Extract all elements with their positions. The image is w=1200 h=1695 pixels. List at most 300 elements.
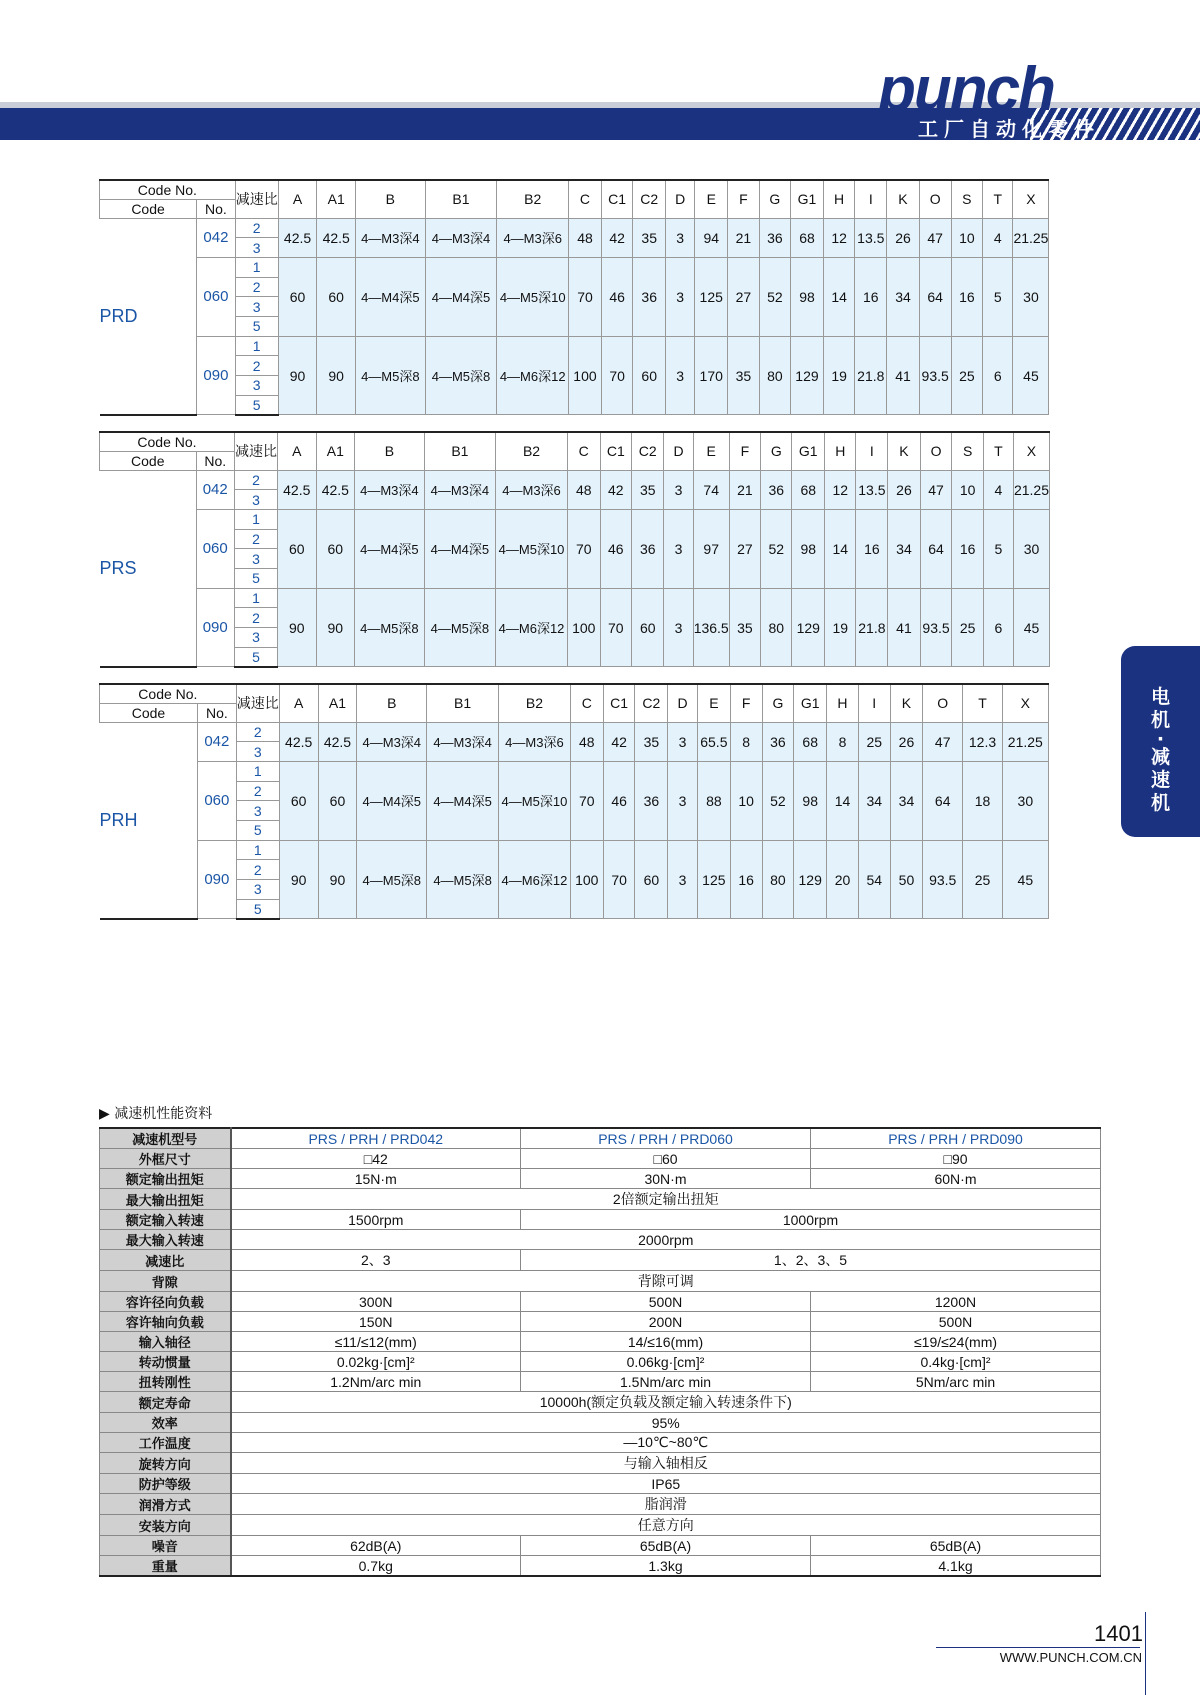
dimension-value: 35 bbox=[632, 470, 664, 509]
perf-value: 65dB(A) bbox=[811, 1536, 1101, 1556]
perf-value: 0.06kg·[cm]² bbox=[521, 1352, 811, 1372]
dimension-value: 94 bbox=[695, 218, 728, 257]
ratio-value: 3 bbox=[234, 490, 277, 510]
size-code: 090 bbox=[196, 588, 234, 667]
perf-value: 15N·m bbox=[231, 1169, 521, 1189]
perf-label: 噪音 bbox=[100, 1536, 231, 1556]
dimension-value: 90 bbox=[279, 840, 318, 919]
column-header: K bbox=[890, 684, 923, 722]
dimension-value: 90 bbox=[278, 336, 317, 415]
dimension-value: 80 bbox=[761, 588, 792, 667]
dimension-value: 46 bbox=[601, 257, 633, 336]
column-header: A1 bbox=[318, 684, 357, 722]
dimension-value: 97 bbox=[693, 509, 729, 588]
dimension-value: 125 bbox=[695, 257, 728, 336]
dimension-value: 25 bbox=[963, 840, 1003, 919]
dimension-value: 21.25 bbox=[1002, 722, 1048, 761]
column-header: B1 bbox=[425, 180, 497, 218]
dimension-value: 47 bbox=[919, 218, 951, 257]
code-header: Code bbox=[100, 451, 197, 470]
dimension-value: 64 bbox=[919, 257, 951, 336]
perf-row bbox=[100, 1352, 1101, 1372]
table-row bbox=[100, 761, 1101, 781]
dimension-value: 4—M3深4 bbox=[356, 218, 426, 257]
perf-value: 2000rpm bbox=[231, 1230, 1101, 1250]
perf-value: ≤11/≤12(mm) bbox=[231, 1332, 521, 1352]
column-header: B bbox=[355, 432, 425, 470]
column-header: D bbox=[664, 432, 693, 470]
perf-label: 额定输出扭矩 bbox=[100, 1169, 231, 1189]
dimension-value: 26 bbox=[888, 470, 920, 509]
code-no-header: Code No. bbox=[100, 180, 236, 199]
perf-value: □90 bbox=[811, 1149, 1101, 1169]
dimension-value: 42.5 bbox=[317, 218, 356, 257]
dimension-value: 4—M4深5 bbox=[355, 509, 425, 588]
column-header: F bbox=[728, 180, 760, 218]
perf-label: 最大输出扭矩 bbox=[100, 1189, 231, 1210]
dimension-value: 3 bbox=[665, 218, 694, 257]
dimension-value: 10 bbox=[951, 218, 983, 257]
perf-value: 4.1kg bbox=[811, 1556, 1101, 1577]
dimension-value: 52 bbox=[761, 509, 792, 588]
column-header: F bbox=[730, 684, 762, 722]
dimension-value: 42 bbox=[603, 722, 635, 761]
column-header: C2 bbox=[633, 180, 666, 218]
dimension-value: 36 bbox=[635, 761, 668, 840]
dimension-value: 19 bbox=[823, 336, 855, 415]
dimension-value: 98 bbox=[794, 761, 827, 840]
dimension-value: 74 bbox=[693, 470, 729, 509]
dimension-value: 27 bbox=[729, 509, 760, 588]
perf-label: 输入轴径 bbox=[100, 1332, 231, 1352]
column-header: S bbox=[952, 432, 983, 470]
ratio-value: 5 bbox=[236, 899, 279, 919]
dimension-value: 41 bbox=[888, 588, 920, 667]
size-code: 090 bbox=[197, 840, 236, 919]
column-header: G1 bbox=[794, 684, 827, 722]
perf-value: 14/≤16(mm) bbox=[521, 1332, 811, 1352]
ratio-value: 3 bbox=[236, 880, 279, 900]
dimension-value: 129 bbox=[791, 336, 824, 415]
perf-value: 30N·m bbox=[521, 1169, 811, 1189]
ratio-header: 减速比 bbox=[236, 684, 279, 722]
dimension-value: 42 bbox=[600, 470, 631, 509]
perf-label: 重量 bbox=[100, 1556, 231, 1577]
dimension-value: 65.5 bbox=[697, 722, 730, 761]
dimension-value: 4 bbox=[983, 470, 1013, 509]
perf-value: 1、2、3、5 bbox=[521, 1250, 1101, 1271]
prh-dimension-table bbox=[99, 683, 1101, 920]
perf-row bbox=[100, 1494, 1101, 1515]
dimension-value: 13.5 bbox=[856, 470, 888, 509]
ratio-value: 2 bbox=[236, 722, 279, 742]
dimension-value: 4—M3深6 bbox=[497, 218, 569, 257]
dimension-value: 3 bbox=[664, 588, 693, 667]
dimension-value: 36 bbox=[632, 509, 664, 588]
dimension-value: 98 bbox=[791, 257, 824, 336]
header-row bbox=[100, 180, 1101, 199]
dimension-value: 10 bbox=[730, 761, 762, 840]
perf-value: 65dB(A) bbox=[521, 1536, 811, 1556]
column-header: C1 bbox=[603, 684, 635, 722]
dimension-value: 35 bbox=[635, 722, 668, 761]
column-header: T bbox=[983, 180, 1013, 218]
ratio-value: 2 bbox=[236, 860, 279, 880]
perf-row bbox=[100, 1392, 1101, 1413]
ratio-value: 3 bbox=[234, 628, 277, 648]
ratio-value: 1 bbox=[236, 840, 279, 860]
dimension-value: 129 bbox=[792, 588, 825, 667]
column-header: B bbox=[356, 180, 426, 218]
dimension-value: 70 bbox=[570, 761, 603, 840]
column-header: G bbox=[759, 180, 791, 218]
table-row bbox=[100, 722, 1101, 742]
dimension-value: 47 bbox=[923, 722, 963, 761]
perf-value: 0.4kg·[cm]² bbox=[811, 1352, 1101, 1372]
size-code: 060 bbox=[197, 761, 236, 840]
perf-row bbox=[100, 1453, 1101, 1474]
dimension-value: 21.8 bbox=[855, 336, 887, 415]
ratio-value: 2 bbox=[235, 356, 278, 376]
column-header: S bbox=[951, 180, 983, 218]
perf-value: 2倍额定输出扭矩 bbox=[231, 1189, 1101, 1210]
ratio-value: 3 bbox=[235, 238, 278, 258]
perf-label: 背隙 bbox=[100, 1271, 231, 1292]
ratio-value: 2 bbox=[235, 277, 278, 297]
code-header: Code bbox=[100, 703, 198, 722]
dimension-value: 70 bbox=[603, 840, 635, 919]
column-header: C bbox=[570, 684, 603, 722]
perf-label: 外框尺寸 bbox=[100, 1149, 231, 1169]
dimension-value: 3 bbox=[664, 509, 693, 588]
perf-label: 安装方向 bbox=[100, 1515, 231, 1536]
table-row bbox=[100, 509, 1101, 529]
dimension-value: 60 bbox=[279, 761, 318, 840]
perf-label: 转动惯量 bbox=[100, 1352, 231, 1372]
ratio-value: 2 bbox=[234, 470, 277, 490]
perf-value: PRS / PRH / PRD060 bbox=[521, 1128, 811, 1149]
dimension-value: 4—M5深8 bbox=[357, 840, 427, 919]
dimension-value: 3 bbox=[665, 257, 694, 336]
perf-value: □42 bbox=[231, 1149, 521, 1169]
dimension-value: 25 bbox=[858, 722, 890, 761]
dimension-value: 21 bbox=[728, 218, 760, 257]
dimension-value: 4—M4深5 bbox=[425, 257, 497, 336]
perf-row bbox=[100, 1372, 1101, 1392]
model-code: PRD bbox=[100, 218, 197, 415]
column-header: A bbox=[279, 684, 318, 722]
dimension-value: 34 bbox=[887, 257, 919, 336]
column-header: D bbox=[665, 180, 694, 218]
footer-vline bbox=[1145, 1612, 1146, 1695]
dimension-value: 70 bbox=[569, 257, 602, 336]
dimension-value: 3 bbox=[665, 336, 694, 415]
perf-row bbox=[100, 1556, 1101, 1577]
dimension-value: 21.25 bbox=[1013, 218, 1049, 257]
dimension-value: 60 bbox=[316, 509, 355, 588]
perf-row bbox=[100, 1230, 1101, 1250]
code-no-header: Code No. bbox=[100, 684, 237, 703]
dimension-value: 4—M4深5 bbox=[357, 761, 427, 840]
dimension-value: 30 bbox=[1002, 761, 1048, 840]
dimension-value: 4—M6深12 bbox=[497, 336, 569, 415]
column-header: H bbox=[823, 180, 855, 218]
code-no-header: Code No. bbox=[100, 432, 235, 451]
perf-value: 200N bbox=[521, 1312, 811, 1332]
perf-value: 10000h(额定负载及额定输入转速条件下) bbox=[231, 1392, 1101, 1413]
dimension-value: 42.5 bbox=[316, 470, 355, 509]
perf-value: 500N bbox=[811, 1312, 1101, 1332]
ratio-value: 1 bbox=[235, 336, 278, 356]
perf-row bbox=[100, 1332, 1101, 1352]
dimension-value: 6 bbox=[983, 336, 1013, 415]
ratio-value: 3 bbox=[234, 549, 277, 569]
perf-row bbox=[100, 1474, 1101, 1494]
ratio-value: 1 bbox=[234, 509, 277, 529]
dimension-value: 36 bbox=[759, 218, 791, 257]
dimension-value: 4—M5深8 bbox=[427, 840, 499, 919]
column-header: O bbox=[923, 684, 963, 722]
dimension-value: 12 bbox=[823, 218, 855, 257]
dimension-value: 4—M4深5 bbox=[427, 761, 499, 840]
table-row bbox=[100, 218, 1101, 238]
ratio-value: 3 bbox=[236, 742, 279, 762]
column-header: B1 bbox=[424, 432, 495, 470]
dimension-value: 50 bbox=[890, 840, 923, 919]
dimension-value: 4—M5深10 bbox=[496, 509, 568, 588]
column-header: E bbox=[697, 684, 730, 722]
perf-label: 额定输入转速 bbox=[100, 1210, 231, 1230]
no-header: No. bbox=[196, 451, 234, 470]
perf-value: 2、3 bbox=[231, 1250, 521, 1271]
perf-label: 容许径向负载 bbox=[100, 1292, 231, 1312]
dimension-value: 3 bbox=[668, 761, 698, 840]
dimension-value: 35 bbox=[633, 218, 666, 257]
column-header: T bbox=[963, 684, 1003, 722]
dimension-value: 36 bbox=[762, 722, 794, 761]
perf-label: 旋转方向 bbox=[100, 1453, 231, 1474]
ratio-header: 减速比 bbox=[235, 180, 278, 218]
dimension-value: 60 bbox=[318, 761, 357, 840]
dimension-value: 25 bbox=[951, 336, 983, 415]
dimension-value: 41 bbox=[887, 336, 919, 415]
dimension-value: 48 bbox=[569, 218, 602, 257]
dimension-value: 4—M3深4 bbox=[425, 218, 497, 257]
table-row bbox=[100, 470, 1101, 490]
dimension-value: 48 bbox=[567, 470, 600, 509]
perf-value: 0.02kg·[cm]² bbox=[231, 1352, 521, 1372]
dimension-value: 27 bbox=[728, 257, 760, 336]
table-row bbox=[100, 336, 1101, 356]
perf-label: 最大输入转速 bbox=[100, 1230, 231, 1250]
ratio-header: 减速比 bbox=[234, 432, 277, 470]
column-header: K bbox=[887, 180, 919, 218]
dimension-value: 42.5 bbox=[279, 722, 318, 761]
table-row bbox=[100, 257, 1101, 277]
perf-row bbox=[100, 1128, 1101, 1149]
ratio-value: 1 bbox=[234, 588, 277, 608]
dimension-value: 4—M3深6 bbox=[496, 470, 568, 509]
model-code: PRH bbox=[100, 722, 198, 919]
perf-label: 减速比 bbox=[100, 1250, 231, 1271]
dimension-value: 98 bbox=[792, 509, 825, 588]
dimension-value: 42.5 bbox=[318, 722, 357, 761]
dimension-value: 64 bbox=[920, 509, 952, 588]
column-header: C bbox=[569, 180, 602, 218]
column-header: G bbox=[761, 432, 792, 470]
perf-label: 润滑方式 bbox=[100, 1494, 231, 1515]
dimension-value: 3 bbox=[664, 470, 693, 509]
perf-row bbox=[100, 1189, 1101, 1210]
footer-url: WWW.PUNCH.COM.CN bbox=[999, 1650, 1142, 1665]
perf-row bbox=[100, 1536, 1101, 1556]
dimension-value: 6 bbox=[983, 588, 1013, 667]
perf-value: 与输入轴相反 bbox=[231, 1453, 1101, 1474]
dimension-value: 4—M5深8 bbox=[425, 336, 497, 415]
column-header: T bbox=[983, 432, 1013, 470]
ratio-value: 5 bbox=[234, 568, 277, 588]
ratio-value: 2 bbox=[234, 608, 277, 628]
perf-value: 1500rpm bbox=[231, 1210, 521, 1230]
perf-value: 1.3kg bbox=[521, 1556, 811, 1577]
dimension-value: 129 bbox=[794, 840, 827, 919]
ratio-value: 2 bbox=[235, 218, 278, 238]
column-header: K bbox=[888, 432, 920, 470]
perf-value: —10℃~80℃ bbox=[231, 1433, 1101, 1453]
dimension-value: 21.25 bbox=[1013, 470, 1049, 509]
perf-row bbox=[100, 1433, 1101, 1453]
size-code: 042 bbox=[197, 218, 236, 257]
perf-section-title: ▶ 减速机性能资料 bbox=[99, 1106, 213, 1122]
column-header: O bbox=[919, 180, 951, 218]
dimension-value: 42.5 bbox=[277, 470, 316, 509]
dimension-value: 52 bbox=[762, 761, 794, 840]
side-tab-label: 电 机 · 减 速 机 bbox=[1150, 686, 1170, 814]
perf-value: 脂润滑 bbox=[231, 1494, 1101, 1515]
dimension-value: 12.3 bbox=[963, 722, 1003, 761]
dimension-value: 34 bbox=[888, 509, 920, 588]
column-header: B1 bbox=[427, 684, 499, 722]
dimension-value: 18 bbox=[963, 761, 1003, 840]
perf-label: 减速机型号 bbox=[100, 1128, 231, 1149]
table-row bbox=[100, 840, 1101, 860]
dimension-value: 90 bbox=[317, 336, 356, 415]
dimension-value: 60 bbox=[635, 840, 668, 919]
model-code: PRS bbox=[100, 470, 197, 667]
column-header: H bbox=[827, 684, 859, 722]
column-header: E bbox=[695, 180, 728, 218]
dimension-value: 64 bbox=[923, 761, 963, 840]
perf-title-text: 减速机性能资料 bbox=[114, 1106, 213, 1122]
column-header: C1 bbox=[600, 432, 631, 470]
perf-label: 工作温度 bbox=[100, 1433, 231, 1453]
ratio-value: 2 bbox=[234, 529, 277, 549]
dimension-value: 4—M5深10 bbox=[497, 257, 569, 336]
ratio-value: 2 bbox=[236, 781, 279, 801]
perf-row bbox=[100, 1515, 1101, 1536]
punch-logo: punch bbox=[878, 55, 1054, 124]
dimension-value: 46 bbox=[603, 761, 635, 840]
dimension-value: 21.8 bbox=[856, 588, 888, 667]
perf-row bbox=[100, 1169, 1101, 1189]
dimension-value: 70 bbox=[601, 336, 633, 415]
column-header: X bbox=[1013, 432, 1049, 470]
dimension-value: 80 bbox=[762, 840, 794, 919]
dimension-value: 45 bbox=[1013, 588, 1049, 667]
column-header: G1 bbox=[791, 180, 824, 218]
dimension-value: 93.5 bbox=[923, 840, 963, 919]
column-header: X bbox=[1013, 180, 1049, 218]
no-header: No. bbox=[197, 199, 236, 218]
dimension-value: 48 bbox=[570, 722, 603, 761]
column-header: A bbox=[277, 432, 316, 470]
size-code: 060 bbox=[196, 509, 234, 588]
dimension-value: 125 bbox=[697, 840, 730, 919]
dimension-value: 60 bbox=[632, 588, 664, 667]
dimension-value: 36 bbox=[633, 257, 666, 336]
dimension-value: 5 bbox=[983, 509, 1013, 588]
dimension-value: 12 bbox=[825, 470, 856, 509]
dimension-value: 34 bbox=[890, 761, 923, 840]
dimension-value: 14 bbox=[825, 509, 856, 588]
ratio-value: 5 bbox=[235, 395, 278, 415]
header-row bbox=[100, 684, 1101, 703]
dimension-value: 4—M5深8 bbox=[424, 588, 495, 667]
dimension-value: 60 bbox=[278, 257, 317, 336]
prd-dimension-table bbox=[99, 179, 1101, 416]
perf-value: 1200N bbox=[811, 1292, 1101, 1312]
column-header: I bbox=[858, 684, 890, 722]
ratio-value: 1 bbox=[235, 257, 278, 277]
side-tab-motor-reducer[interactable] bbox=[1121, 646, 1200, 837]
dimension-value: 54 bbox=[858, 840, 890, 919]
ratio-value: 5 bbox=[234, 647, 277, 667]
perf-label: 效率 bbox=[100, 1413, 231, 1433]
dimension-value: 4—M5深10 bbox=[498, 761, 570, 840]
dimension-value: 14 bbox=[823, 257, 855, 336]
perf-label: 额定寿命 bbox=[100, 1392, 231, 1413]
column-header: I bbox=[855, 180, 887, 218]
dimension-value: 88 bbox=[697, 761, 730, 840]
dimension-value: 93.5 bbox=[919, 336, 951, 415]
dimension-value: 19 bbox=[825, 588, 856, 667]
dimension-value: 90 bbox=[318, 840, 357, 919]
dimension-value: 13.5 bbox=[855, 218, 887, 257]
dimension-value: 4—M5深8 bbox=[355, 588, 425, 667]
dimension-value: 93.5 bbox=[920, 588, 952, 667]
dimension-value: 90 bbox=[277, 588, 316, 667]
dimension-value: 60 bbox=[317, 257, 356, 336]
dimension-value: 16 bbox=[951, 257, 983, 336]
dimension-value: 34 bbox=[858, 761, 890, 840]
no-header: No. bbox=[197, 703, 236, 722]
dimension-value: 60 bbox=[633, 336, 666, 415]
column-header: A bbox=[278, 180, 317, 218]
ratio-value: 1 bbox=[236, 761, 279, 781]
dimension-value: 26 bbox=[890, 722, 923, 761]
dimension-value: 8 bbox=[730, 722, 762, 761]
footer-line bbox=[936, 1647, 1140, 1648]
dimension-value: 35 bbox=[728, 336, 760, 415]
dimension-value: 60 bbox=[277, 509, 316, 588]
perf-value: 95% bbox=[231, 1413, 1101, 1433]
size-code: 042 bbox=[197, 722, 236, 761]
column-header: O bbox=[920, 432, 952, 470]
code-header: Code bbox=[100, 199, 197, 218]
dimension-value: 4—M4深5 bbox=[424, 509, 495, 588]
dimension-value: 21 bbox=[729, 470, 760, 509]
perf-value: □60 bbox=[521, 1149, 811, 1169]
